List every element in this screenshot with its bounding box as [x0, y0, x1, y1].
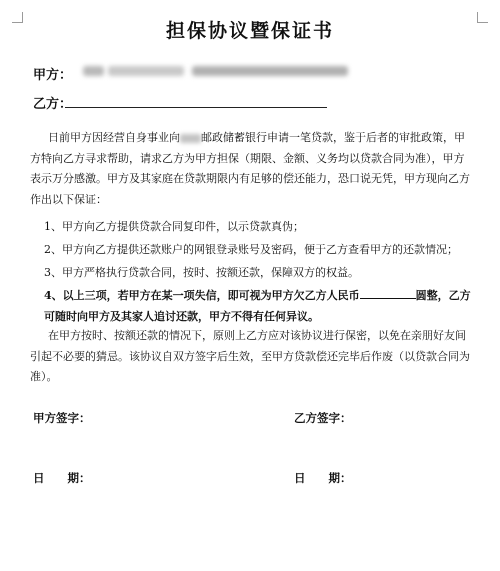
redacted-party-a-1 — [83, 66, 104, 76]
amount-blank — [360, 286, 416, 299]
guarantee-item-2: 2、甲方向乙方提供还款账户的网银登录账号及密码，便于乙方查看甲方的还款情况； — [44, 243, 458, 256]
closing-paragraph: 在甲方按时、按额还款的情况下，原则上乙方应对该协议进行保密，以免在亲朋好友间引起不必要的猜忌。该协议自双方签字后生效，至甲方贷款偿还完毕后作废（以贷款合同为准）。 — [30, 329, 470, 383]
redacted-party-a-2 — [108, 66, 184, 76]
guarantee-item-1: 1、甲方向乙方提供贷款合同复印件，以示贷款真伪； — [44, 220, 304, 233]
party-b-signature-label: 乙方签字： — [294, 411, 352, 425]
party-a-signature-label: 甲方签字： — [33, 411, 91, 425]
document-title: 担保协议暨保证书 — [165, 20, 334, 42]
party-b-date-label: 日 期： — [294, 471, 352, 485]
intro-text-part2: 邮政储蓄银行申请一笔贷款，鉴于后者的审批政策，甲方特向乙方寻求帮助，请求乙方为甲方担保（期限、金额、义务均以贷款合同为准），甲方表示万分感激。甲方及其家庭在贷款期限内有足够的偿还能力，恐口说无凭，甲方现向乙方作出以下保证： — [30, 131, 470, 206]
intro-paragraph — [30, 128, 472, 210]
item4-text-part1: 4、以上三项，若甲方在某一项失信，即可视为甲方欠乙方人民币 — [44, 289, 360, 302]
guarantee-item-3: 3、甲方严格执行贷款合同，按时、按额还款，保障双方的权益。 — [44, 266, 359, 279]
guarantee-item-4 — [44, 286, 472, 327]
party-a-label: 甲方： — [33, 68, 73, 83]
party-b-underline — [65, 107, 327, 108]
redacted-bank-branch — [180, 134, 201, 143]
item4-text-part2: 圆整，乙方可随时向甲方及其家人追讨还款，甲方不得有任何异议。 — [44, 289, 471, 323]
redacted-party-a-3 — [192, 66, 348, 76]
intro-text-part1: 日前甲方因经营自身事业向 — [48, 131, 180, 144]
party-a-date-label: 日 期： — [33, 471, 91, 485]
party-b-label: 乙方： — [33, 97, 73, 112]
